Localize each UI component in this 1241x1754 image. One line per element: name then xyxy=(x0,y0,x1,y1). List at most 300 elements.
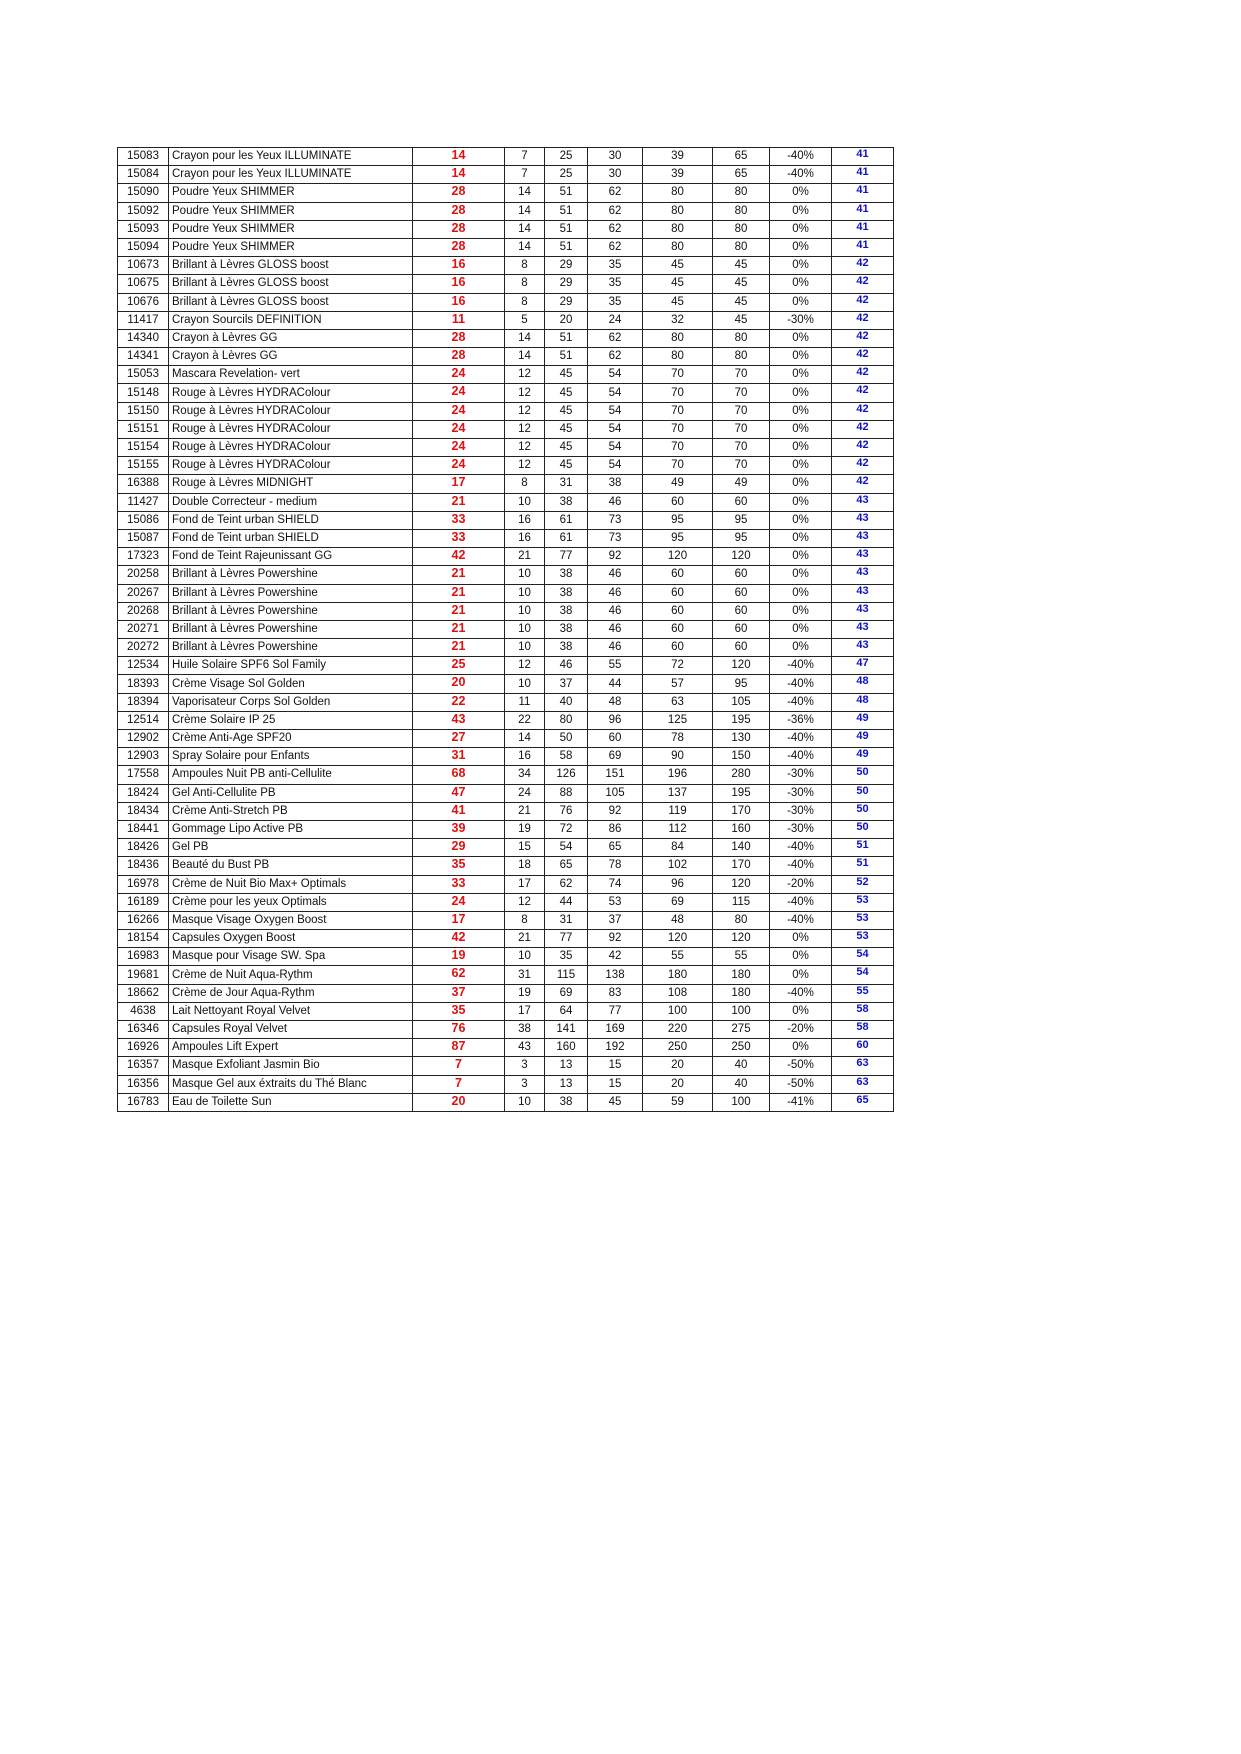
value-d-cell: 60 xyxy=(643,602,713,620)
value-b-cell: 51 xyxy=(545,184,588,202)
ref-code-cell: 18393 xyxy=(118,675,169,693)
discount-cell: 0% xyxy=(770,493,832,511)
price-red-cell: 68 xyxy=(413,766,505,784)
qty-a-cell: 12 xyxy=(505,439,545,457)
table-row xyxy=(118,275,894,293)
price-red-cell: 33 xyxy=(413,529,505,547)
discount-cell: -30% xyxy=(770,820,832,838)
value-d-cell: 125 xyxy=(643,711,713,729)
page-number-cell: 43 xyxy=(832,620,894,638)
discount-cell: -40% xyxy=(770,911,832,929)
value-b-cell: 88 xyxy=(545,784,588,802)
discount-cell: -40% xyxy=(770,984,832,1002)
value-c-cell: 62 xyxy=(588,238,643,256)
page-number-cell: 49 xyxy=(832,730,894,748)
qty-a-cell: 16 xyxy=(505,511,545,529)
value-c-cell: 62 xyxy=(588,184,643,202)
discount-cell: -50% xyxy=(770,1075,832,1093)
product-name-cell: Poudre Yeux SHIMMER xyxy=(169,238,413,256)
page-number-cell: 55 xyxy=(832,984,894,1002)
product-name-cell: Fond de Teint urban SHIELD xyxy=(169,511,413,529)
list-price-cell: 195 xyxy=(713,784,770,802)
table-row xyxy=(118,620,894,638)
discount-cell: -50% xyxy=(770,1057,832,1075)
value-d-cell: 220 xyxy=(643,1021,713,1039)
value-c-cell: 30 xyxy=(588,148,643,166)
table-row xyxy=(118,584,894,602)
product-name-cell: Mascara Revelation- vert xyxy=(169,366,413,384)
list-price-cell: 45 xyxy=(713,311,770,329)
table-row xyxy=(118,857,894,875)
price-red-cell: 21 xyxy=(413,584,505,602)
ref-code-cell: 15151 xyxy=(118,420,169,438)
table-body xyxy=(118,148,894,1112)
value-c-cell: 62 xyxy=(588,329,643,347)
value-b-cell: 45 xyxy=(545,366,588,384)
value-b-cell: 45 xyxy=(545,402,588,420)
page-number-cell: 63 xyxy=(832,1075,894,1093)
price-red-cell: 27 xyxy=(413,730,505,748)
value-d-cell: 59 xyxy=(643,1093,713,1111)
qty-a-cell: 5 xyxy=(505,311,545,329)
value-b-cell: 38 xyxy=(545,620,588,638)
list-price-cell: 70 xyxy=(713,366,770,384)
value-b-cell: 51 xyxy=(545,220,588,238)
discount-cell: 0% xyxy=(770,511,832,529)
qty-a-cell: 12 xyxy=(505,457,545,475)
price-red-cell: 24 xyxy=(413,893,505,911)
page-number-cell: 43 xyxy=(832,602,894,620)
list-price-cell: 70 xyxy=(713,402,770,420)
product-name-cell: Rouge à Lèvres HYDRAColour xyxy=(169,384,413,402)
price-red-cell: 37 xyxy=(413,984,505,1002)
value-b-cell: 40 xyxy=(545,693,588,711)
qty-a-cell: 22 xyxy=(505,711,545,729)
value-c-cell: 35 xyxy=(588,293,643,311)
qty-a-cell: 8 xyxy=(505,293,545,311)
page-number-cell: 54 xyxy=(832,948,894,966)
ref-code-cell: 12514 xyxy=(118,711,169,729)
page-number-cell: 53 xyxy=(832,893,894,911)
discount-cell: -40% xyxy=(770,893,832,911)
value-b-cell: 13 xyxy=(545,1075,588,1093)
price-red-cell: 16 xyxy=(413,293,505,311)
value-b-cell: 25 xyxy=(545,148,588,166)
list-price-cell: 115 xyxy=(713,893,770,911)
list-price-cell: 80 xyxy=(713,238,770,256)
page-number-cell: 43 xyxy=(832,529,894,547)
price-red-cell: 16 xyxy=(413,257,505,275)
product-name-cell: Brillant à Lèvres Powershine xyxy=(169,620,413,638)
qty-a-cell: 19 xyxy=(505,984,545,1002)
value-c-cell: 44 xyxy=(588,675,643,693)
value-c-cell: 30 xyxy=(588,166,643,184)
value-c-cell: 92 xyxy=(588,548,643,566)
table-row xyxy=(118,602,894,620)
value-b-cell: 72 xyxy=(545,820,588,838)
ref-code-cell: 15090 xyxy=(118,184,169,202)
list-price-cell: 80 xyxy=(713,220,770,238)
table-row xyxy=(118,948,894,966)
list-price-cell: 80 xyxy=(713,329,770,347)
qty-a-cell: 21 xyxy=(505,802,545,820)
value-b-cell: 45 xyxy=(545,457,588,475)
list-price-cell: 70 xyxy=(713,457,770,475)
qty-a-cell: 14 xyxy=(505,184,545,202)
ref-code-cell: 18424 xyxy=(118,784,169,802)
ref-code-cell: 15093 xyxy=(118,220,169,238)
price-red-cell: 21 xyxy=(413,602,505,620)
table-row xyxy=(118,1057,894,1075)
discount-cell: 0% xyxy=(770,620,832,638)
list-price-cell: 105 xyxy=(713,693,770,711)
value-c-cell: 74 xyxy=(588,875,643,893)
ref-code-cell: 15083 xyxy=(118,148,169,166)
ref-code-cell: 18154 xyxy=(118,930,169,948)
price-red-cell: 20 xyxy=(413,1093,505,1111)
ref-code-cell: 15094 xyxy=(118,238,169,256)
table-row xyxy=(118,966,894,984)
value-c-cell: 54 xyxy=(588,457,643,475)
qty-a-cell: 7 xyxy=(505,166,545,184)
qty-a-cell: 10 xyxy=(505,1093,545,1111)
table-row xyxy=(118,311,894,329)
list-price-cell: 130 xyxy=(713,730,770,748)
page-number-cell: 42 xyxy=(832,311,894,329)
list-price-cell: 95 xyxy=(713,675,770,693)
value-b-cell: 31 xyxy=(545,475,588,493)
page-number-cell: 63 xyxy=(832,1057,894,1075)
table-row xyxy=(118,166,894,184)
product-name-cell: Rouge à Lèvres HYDRAColour xyxy=(169,457,413,475)
page-number-cell: 49 xyxy=(832,748,894,766)
price-red-cell: 24 xyxy=(413,420,505,438)
page-number-cell: 42 xyxy=(832,329,894,347)
value-d-cell: 63 xyxy=(643,693,713,711)
list-price-cell: 55 xyxy=(713,948,770,966)
discount-cell: 0% xyxy=(770,602,832,620)
value-b-cell: 13 xyxy=(545,1057,588,1075)
qty-a-cell: 11 xyxy=(505,693,545,711)
value-c-cell: 69 xyxy=(588,748,643,766)
value-d-cell: 84 xyxy=(643,839,713,857)
discount-cell: 0% xyxy=(770,457,832,475)
qty-a-cell: 10 xyxy=(505,493,545,511)
value-c-cell: 54 xyxy=(588,402,643,420)
ref-code-cell: 12902 xyxy=(118,730,169,748)
page-number-cell: 41 xyxy=(832,166,894,184)
value-c-cell: 73 xyxy=(588,511,643,529)
value-b-cell: 61 xyxy=(545,529,588,547)
page-number-cell: 48 xyxy=(832,693,894,711)
list-price-cell: 80 xyxy=(713,348,770,366)
value-b-cell: 115 xyxy=(545,966,588,984)
value-d-cell: 45 xyxy=(643,257,713,275)
value-d-cell: 39 xyxy=(643,148,713,166)
page-number-cell: 51 xyxy=(832,857,894,875)
page-number-cell: 42 xyxy=(832,439,894,457)
list-price-cell: 80 xyxy=(713,202,770,220)
ref-code-cell: 19681 xyxy=(118,966,169,984)
price-red-cell: 87 xyxy=(413,1039,505,1057)
ref-code-cell: 16266 xyxy=(118,911,169,929)
value-b-cell: 51 xyxy=(545,238,588,256)
list-price-cell: 120 xyxy=(713,657,770,675)
value-b-cell: 51 xyxy=(545,329,588,347)
value-b-cell: 45 xyxy=(545,439,588,457)
list-price-cell: 80 xyxy=(713,911,770,929)
price-red-cell: 17 xyxy=(413,475,505,493)
price-red-cell: 24 xyxy=(413,457,505,475)
qty-a-cell: 10 xyxy=(505,620,545,638)
price-red-cell: 39 xyxy=(413,820,505,838)
page-number-cell: 47 xyxy=(832,657,894,675)
value-c-cell: 15 xyxy=(588,1057,643,1075)
value-c-cell: 46 xyxy=(588,639,643,657)
page-number-cell: 58 xyxy=(832,1002,894,1020)
value-b-cell: 31 xyxy=(545,911,588,929)
value-d-cell: 70 xyxy=(643,439,713,457)
qty-a-cell: 21 xyxy=(505,548,545,566)
qty-a-cell: 18 xyxy=(505,857,545,875)
qty-a-cell: 14 xyxy=(505,348,545,366)
qty-a-cell: 10 xyxy=(505,602,545,620)
qty-a-cell: 16 xyxy=(505,529,545,547)
price-red-cell: 31 xyxy=(413,748,505,766)
table-row xyxy=(118,511,894,529)
value-c-cell: 169 xyxy=(588,1021,643,1039)
table-row xyxy=(118,748,894,766)
page-number-cell: 43 xyxy=(832,584,894,602)
price-red-cell: 28 xyxy=(413,220,505,238)
product-name-cell: Poudre Yeux SHIMMER xyxy=(169,220,413,238)
value-b-cell: 76 xyxy=(545,802,588,820)
table-row xyxy=(118,329,894,347)
value-c-cell: 96 xyxy=(588,711,643,729)
value-b-cell: 20 xyxy=(545,311,588,329)
product-name-cell: Crème Solaire IP 25 xyxy=(169,711,413,729)
value-b-cell: 126 xyxy=(545,766,588,784)
value-c-cell: 46 xyxy=(588,602,643,620)
discount-cell: 0% xyxy=(770,238,832,256)
list-price-cell: 70 xyxy=(713,439,770,457)
qty-a-cell: 8 xyxy=(505,475,545,493)
ref-code-cell: 15053 xyxy=(118,366,169,384)
discount-cell: 0% xyxy=(770,548,832,566)
value-c-cell: 77 xyxy=(588,1002,643,1020)
discount-cell: 0% xyxy=(770,275,832,293)
table-row xyxy=(118,930,894,948)
page-number-cell: 53 xyxy=(832,911,894,929)
product-name-cell: Masque Gel aux éxtraits du Thé Blanc xyxy=(169,1075,413,1093)
table-row xyxy=(118,439,894,457)
qty-a-cell: 31 xyxy=(505,966,545,984)
product-name-cell: Huile Solaire SPF6 Sol Family xyxy=(169,657,413,675)
price-red-cell: 35 xyxy=(413,1002,505,1020)
ref-code-cell: 17558 xyxy=(118,766,169,784)
qty-a-cell: 14 xyxy=(505,329,545,347)
list-price-cell: 140 xyxy=(713,839,770,857)
price-red-cell: 29 xyxy=(413,839,505,857)
list-price-cell: 40 xyxy=(713,1057,770,1075)
qty-a-cell: 8 xyxy=(505,275,545,293)
table-row xyxy=(118,711,894,729)
value-c-cell: 105 xyxy=(588,784,643,802)
value-d-cell: 45 xyxy=(643,275,713,293)
value-c-cell: 42 xyxy=(588,948,643,966)
discount-cell: -41% xyxy=(770,1093,832,1111)
price-red-cell: 25 xyxy=(413,657,505,675)
value-b-cell: 29 xyxy=(545,275,588,293)
product-name-cell: Crème Visage Sol Golden xyxy=(169,675,413,693)
list-price-cell: 65 xyxy=(713,148,770,166)
value-d-cell: 57 xyxy=(643,675,713,693)
price-red-cell: 47 xyxy=(413,784,505,802)
price-red-cell: 62 xyxy=(413,966,505,984)
ref-code-cell: 16926 xyxy=(118,1039,169,1057)
discount-cell: 0% xyxy=(770,948,832,966)
value-d-cell: 48 xyxy=(643,911,713,929)
spreadsheet-page xyxy=(117,147,894,1112)
price-red-cell: 7 xyxy=(413,1075,505,1093)
price-red-cell: 14 xyxy=(413,148,505,166)
value-c-cell: 46 xyxy=(588,493,643,511)
page-number-cell: 51 xyxy=(832,839,894,857)
table-row xyxy=(118,348,894,366)
ref-code-cell: 18436 xyxy=(118,857,169,875)
discount-cell: 0% xyxy=(770,293,832,311)
value-c-cell: 73 xyxy=(588,529,643,547)
price-red-cell: 7 xyxy=(413,1057,505,1075)
product-name-cell: Rouge à Lèvres HYDRAColour xyxy=(169,402,413,420)
value-c-cell: 138 xyxy=(588,966,643,984)
value-c-cell: 92 xyxy=(588,802,643,820)
discount-cell: 0% xyxy=(770,639,832,657)
product-name-cell: Fond de Teint urban SHIELD xyxy=(169,529,413,547)
price-red-cell: 33 xyxy=(413,511,505,529)
ref-code-cell: 15087 xyxy=(118,529,169,547)
value-b-cell: 51 xyxy=(545,348,588,366)
product-name-cell: Crayon à Lèvres GG xyxy=(169,329,413,347)
product-name-cell: Masque Exfoliant Jasmin Bio xyxy=(169,1057,413,1075)
list-price-cell: 60 xyxy=(713,493,770,511)
qty-a-cell: 3 xyxy=(505,1057,545,1075)
discount-cell: 0% xyxy=(770,584,832,602)
product-name-cell: Brillant à Lèvres GLOSS boost xyxy=(169,293,413,311)
ref-code-cell: 15148 xyxy=(118,384,169,402)
value-d-cell: 119 xyxy=(643,802,713,820)
value-b-cell: 45 xyxy=(545,420,588,438)
table-row xyxy=(118,657,894,675)
table-row xyxy=(118,566,894,584)
page-number-cell: 43 xyxy=(832,566,894,584)
price-red-cell: 21 xyxy=(413,639,505,657)
discount-cell: -40% xyxy=(770,657,832,675)
page-number-cell: 41 xyxy=(832,202,894,220)
price-red-cell: 28 xyxy=(413,238,505,256)
value-d-cell: 60 xyxy=(643,584,713,602)
value-c-cell: 54 xyxy=(588,366,643,384)
product-name-cell: Eau de Toilette Sun xyxy=(169,1093,413,1111)
product-name-cell: Crème Anti-Stretch PB xyxy=(169,802,413,820)
product-name-cell: Rouge à Lèvres MIDNIGHT xyxy=(169,475,413,493)
ref-code-cell: 16983 xyxy=(118,948,169,966)
discount-cell: -40% xyxy=(770,675,832,693)
list-price-cell: 120 xyxy=(713,875,770,893)
table-row xyxy=(118,1075,894,1093)
value-d-cell: 112 xyxy=(643,820,713,838)
value-b-cell: 38 xyxy=(545,493,588,511)
qty-a-cell: 19 xyxy=(505,820,545,838)
list-price-cell: 60 xyxy=(713,620,770,638)
product-name-cell: Rouge à Lèvres HYDRAColour xyxy=(169,420,413,438)
ref-code-cell: 20258 xyxy=(118,566,169,584)
value-b-cell: 25 xyxy=(545,166,588,184)
value-c-cell: 62 xyxy=(588,220,643,238)
product-name-cell: Vaporisateur Corps Sol Golden xyxy=(169,693,413,711)
product-name-cell: Brillant à Lèvres Powershine xyxy=(169,639,413,657)
table-row xyxy=(118,238,894,256)
page-number-cell: 42 xyxy=(832,366,894,384)
table-row xyxy=(118,420,894,438)
table-row xyxy=(118,766,894,784)
value-d-cell: 196 xyxy=(643,766,713,784)
discount-cell: -30% xyxy=(770,766,832,784)
ref-code-cell: 18441 xyxy=(118,820,169,838)
table-row xyxy=(118,820,894,838)
product-name-cell: Crème de Jour Aqua-Rythm xyxy=(169,984,413,1002)
value-b-cell: 38 xyxy=(545,584,588,602)
list-price-cell: 95 xyxy=(713,529,770,547)
table-row xyxy=(118,1021,894,1039)
value-d-cell: 20 xyxy=(643,1057,713,1075)
page-number-cell: 42 xyxy=(832,457,894,475)
table-row xyxy=(118,839,894,857)
value-d-cell: 70 xyxy=(643,366,713,384)
product-name-cell: Ampoules Nuit PB anti-Cellulite xyxy=(169,766,413,784)
value-d-cell: 60 xyxy=(643,639,713,657)
value-c-cell: 15 xyxy=(588,1075,643,1093)
product-name-cell: Capsules Royal Velvet xyxy=(169,1021,413,1039)
value-d-cell: 60 xyxy=(643,620,713,638)
product-name-cell: Crayon Sourcils DEFINITION xyxy=(169,311,413,329)
price-red-cell: 28 xyxy=(413,184,505,202)
product-name-cell: Brillant à Lèvres GLOSS boost xyxy=(169,275,413,293)
value-b-cell: 38 xyxy=(545,639,588,657)
ref-code-cell: 16978 xyxy=(118,875,169,893)
ref-code-cell: 12903 xyxy=(118,748,169,766)
discount-cell: -40% xyxy=(770,730,832,748)
value-c-cell: 35 xyxy=(588,257,643,275)
price-red-cell: 24 xyxy=(413,439,505,457)
ref-code-cell: 16346 xyxy=(118,1021,169,1039)
table-row xyxy=(118,366,894,384)
product-name-cell: Gel Anti-Cellulite PB xyxy=(169,784,413,802)
price-red-cell: 42 xyxy=(413,930,505,948)
table-row xyxy=(118,384,894,402)
table-row xyxy=(118,784,894,802)
value-c-cell: 46 xyxy=(588,620,643,638)
qty-a-cell: 10 xyxy=(505,675,545,693)
page-number-cell: 50 xyxy=(832,766,894,784)
page-number-cell: 49 xyxy=(832,711,894,729)
value-d-cell: 69 xyxy=(643,893,713,911)
ref-code-cell: 11427 xyxy=(118,493,169,511)
list-price-cell: 70 xyxy=(713,384,770,402)
value-d-cell: 102 xyxy=(643,857,713,875)
table-row xyxy=(118,893,894,911)
value-d-cell: 80 xyxy=(643,238,713,256)
